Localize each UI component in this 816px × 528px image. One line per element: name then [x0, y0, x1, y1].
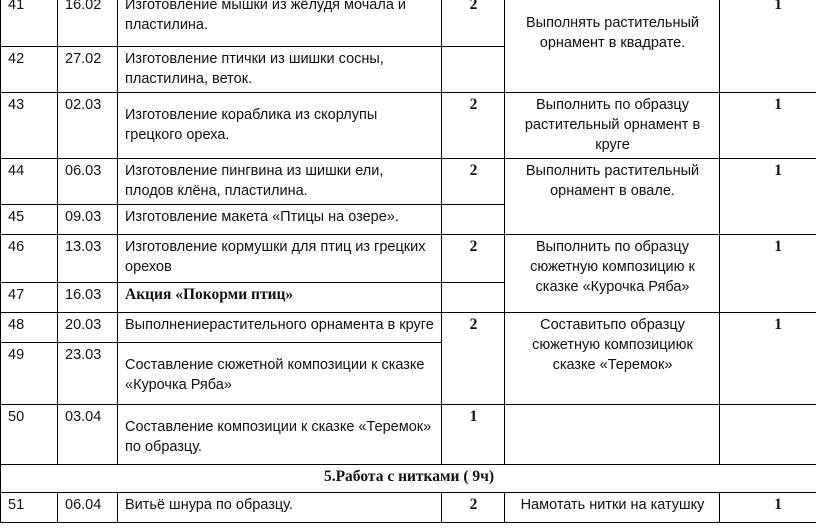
lesson-date: 02.03 [58, 93, 118, 159]
table-row [1, 93, 816, 159]
lesson-task: Выполнить растительный орнамент в овале. [505, 159, 720, 235]
lesson-hours: 2 [442, 493, 505, 523]
lesson-date: 16.03 [58, 283, 118, 313]
lesson-hours: 2 [442, 313, 505, 405]
lesson-task: Выполнить по образцу растительный орнамент в круге [505, 93, 720, 159]
lesson-date: 06.03 [58, 159, 118, 205]
lesson-number: 43 [1, 93, 58, 159]
lesson-topic: Витьё шнура по образцу. [118, 493, 442, 523]
lesson-extra: 1 [720, 493, 816, 523]
lesson-number: 44 [1, 159, 58, 205]
lesson-date: 03.04 [58, 405, 118, 465]
lesson-task-text: Выполнять растительный орнамент в квадрате. [526, 15, 699, 51]
section-title: 5.Работа с нитками ( 9ч) [1, 465, 816, 493]
lesson-number: 41 [1, 0, 58, 47]
lesson-task [505, 405, 720, 465]
lesson-topic: Изготовление мышки из жёлудя мочала и пластилина. [118, 0, 442, 47]
lesson-task: Намотать нитки на катушку [505, 493, 720, 523]
lesson-task: Выполнить по образцу сюжетную композицию к сказке «Курочка Ряба» [505, 235, 720, 313]
lesson-date: 09.03 [58, 205, 118, 235]
lesson-date: 27.02 [58, 47, 118, 93]
lesson-hours: 1 [442, 405, 505, 465]
lesson-date: 13.03 [58, 235, 118, 283]
lesson-date: 16.02 [58, 0, 118, 47]
lesson-extra: 1 [720, 313, 816, 405]
lesson-topic: Акция «Покорми птиц» [118, 283, 442, 313]
lesson-topic: Выполнениерастительного орнамента в круге [118, 313, 442, 343]
lesson-topic: Изготовление макета «Птицы на озере». [118, 205, 442, 235]
section-row [1, 465, 816, 493]
lesson-hours: 2 [442, 93, 505, 159]
lesson-number: 50 [1, 405, 58, 465]
lesson-number: 51 [1, 493, 58, 523]
table-row [1, 0, 816, 47]
lesson-topic: Составление композиции к сказке «Теремок» по образцу. [118, 405, 442, 465]
lesson-number: 49 [1, 343, 58, 405]
lesson-hours [442, 47, 505, 93]
lesson-hours: 2 [442, 159, 505, 205]
lesson-date: 20.03 [58, 313, 118, 343]
lesson-number: 48 [1, 313, 58, 343]
lesson-topic: Составление сюжетной композиции к сказке «Курочка Ряба» [118, 343, 442, 405]
lesson-hours [442, 205, 505, 235]
table-row [1, 405, 816, 465]
lesson-extra: 1 [720, 235, 816, 313]
lesson-extra: 1 [720, 0, 816, 93]
lesson-number: 46 [1, 235, 58, 283]
lesson-hours [442, 283, 505, 313]
lesson-hours: 2 [442, 0, 505, 47]
table-row [1, 159, 816, 205]
lesson-topic: Изготовление птички из шишки сосны, пластилина, веток. [118, 47, 442, 93]
lesson-number: 42 [1, 47, 58, 93]
lesson-topic: Изготовление кораблика из скорлупы грецкого ореха. [118, 93, 442, 159]
lesson-topic: Изготовление пингвина из шишки ели, плодов клёна, пластилина. [118, 159, 442, 205]
lesson-extra: 1 [720, 159, 816, 235]
table-row [1, 493, 816, 523]
lesson-task: Составитьпо образцу сюжетную композициюк сказке «Теремок» [505, 313, 720, 405]
lesson-extra: 1 [720, 93, 816, 159]
lesson-number: 47 [1, 283, 58, 313]
lesson-date: 06.04 [58, 493, 118, 523]
table-row [1, 235, 816, 283]
table-row [1, 313, 816, 343]
lesson-extra [720, 405, 816, 465]
lesson-number: 45 [1, 205, 58, 235]
lesson-task [505, 0, 720, 93]
lesson-date: 23.03 [58, 343, 118, 405]
lesson-topic: Изготовление кормушки для птиц из грецких орехов [118, 235, 442, 283]
lesson-hours: 2 [442, 235, 505, 283]
